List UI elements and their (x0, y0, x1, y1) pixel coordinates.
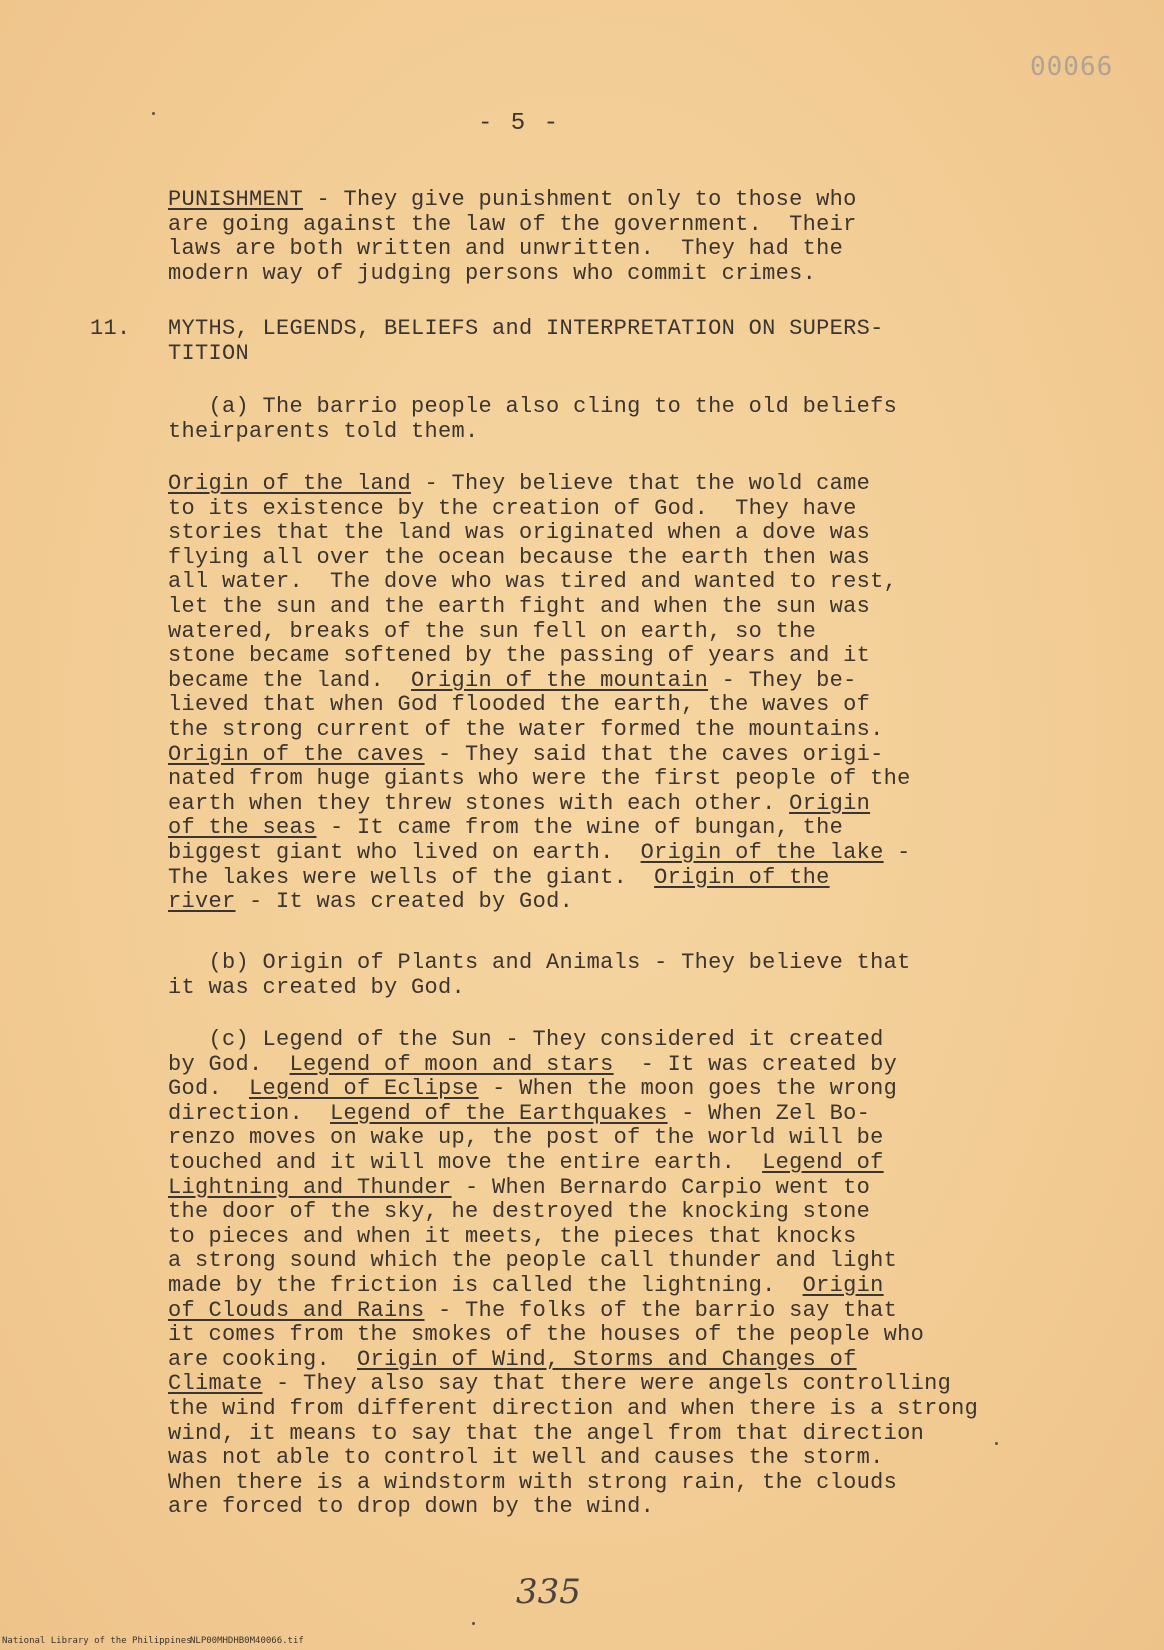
archive-stamp: 00066 (1030, 52, 1114, 82)
origin-land-label: Origin of the land (168, 471, 412, 496)
paper-speck (995, 1442, 998, 1445)
handwritten-signature: 335 (516, 1572, 581, 1612)
origin-lake-label: Origin of the lake (640, 839, 884, 865)
legend-moon-label: Legend of moon and stars (289, 1051, 614, 1077)
origin-caves-label: Origin of the caves (168, 741, 425, 767)
origins-paragraph: Origin of the land - They believe that the wold came to its existence by the creation of God. They have stories that the land was originated when a dove was flying all over the ocean because the earth then was all water. The dove who was tired and wanted to rest, let the sun and the earth fight and when the sun was watered, breaks of the sun fell on earth, so the stone became softened by the passing of years and it became the land. Origin of the mountain - They be- lieved that when God flooded the earth, the waves of the strong current of the water formed the mountains. Origin of the caves - They said that the caves origi- nated from huge giants who were the first people of the earth when they threw stones with each other. Origin of the seas - It came from the wine of bungan, the biggest giant who lived on earth. Origin of the lake - The lakes were wells of the giant. Origin of the river - It was created by God. (168, 471, 911, 915)
footer-filename: NLP00MHDHB0M40066.tif (190, 1636, 304, 1646)
paragraph-c: (c) Legend of the Sun - They considered it created by God. Legend of moon and stars - It was created by God. Legend of Eclipse - When the moon goes the wrong direction. Legend of the Earthquakes - When Zel Bo- renzo moves on wake up, the post of the world will be touched and it will move the entire earth. Legend of Lightning and Thunder - When Bernardo Carpio went to the door of the sky, he destroyed the knocking stone to pieces and when it meets, the pieces that knocks a strong sound which the people call thunder and light made by the friction is called the lightning. Origin of Clouds and Rains - The folks of the barrio say that it comes from the smokes of the houses of the people who are cooking. Origin of Wind, Storms and Changes of Climate - They also say that there were angels controlling the wind from different direction and when there is a strong wind, it means to say that the angel from that direction was not able to control it well and causes the storm. When there is a windstorm with strong rain, the clouds are forced to drop down by the wind. (168, 1027, 979, 1520)
origin-wind-label: Origin of Wind, Storms and Changes of (357, 1346, 857, 1372)
page-number: - 5 - (478, 110, 561, 137)
section-11-title: MYTHS, LEGENDS, BELIEFS and INTERPRETATION ON SUPERS- TITION (168, 316, 884, 366)
legend-earthquakes-label: Legend of the Earthquakes (330, 1100, 668, 1126)
paragraph-b: (b) Origin of Plants and Animals - They believe that it was created by God. (168, 950, 911, 1000)
origin-mountain-label: Origin of the mountain (411, 667, 709, 693)
origin-clouds-label: Origin (802, 1272, 884, 1298)
punishment-paragraph: PUNISHMENT - They give punishment only to those who are going against the law of the government. Their laws are both written and unwritten. They had the modern way of judging persons who commit crimes. (168, 187, 857, 286)
paper-speck (152, 112, 155, 115)
origin-seas-label: Origin (789, 790, 871, 816)
origin-river-label: Origin of the (654, 864, 830, 890)
punishment-heading: PUNISHMENT (168, 187, 304, 212)
paper-speck (472, 1622, 475, 1625)
legend-lightning-label: Legend of (762, 1149, 884, 1175)
legend-eclipse-label: Legend of Eclipse (249, 1076, 479, 1102)
paragraph-a: (a) The barrio people also cling to the old beliefs theirparents told them. (168, 394, 898, 444)
section-11-number: 11. (90, 316, 131, 341)
footer-library-name: National Library of the Philippines (2, 1636, 192, 1646)
